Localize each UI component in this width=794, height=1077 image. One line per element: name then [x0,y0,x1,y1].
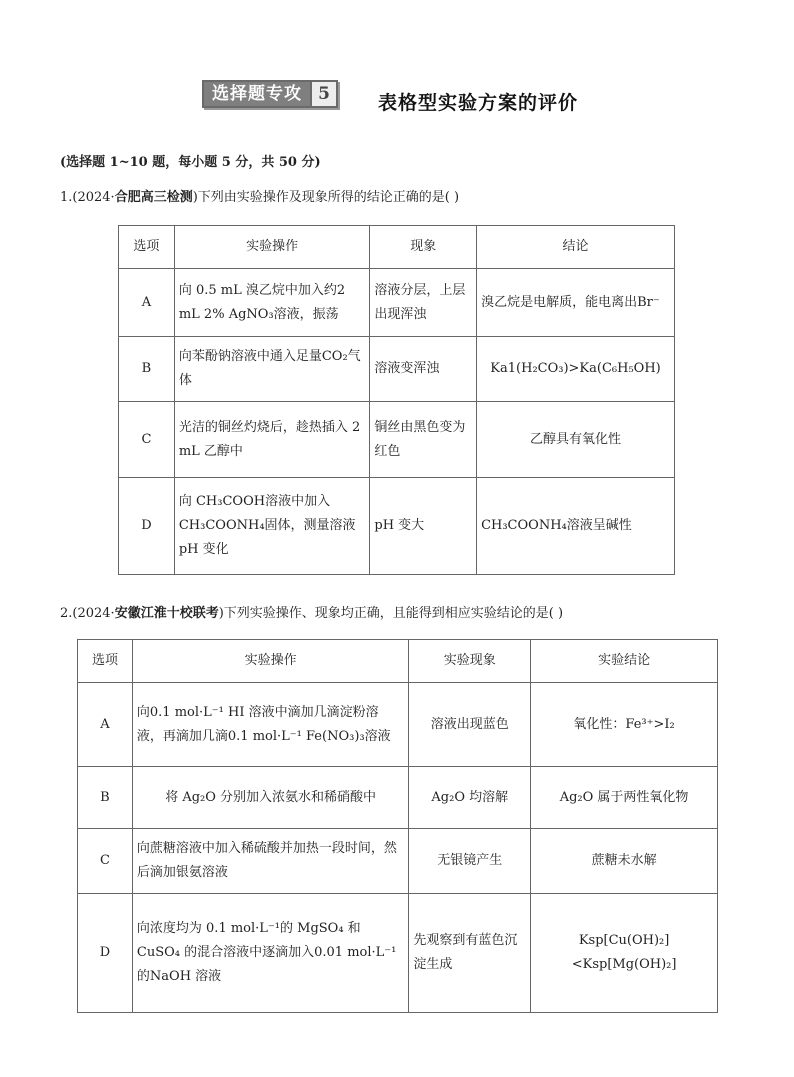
operation-cell: 将 Ag₂O 分别加入浓氨水和稀硝酸中 [132,767,408,829]
table-header: 现象 [370,226,477,269]
score-note: (选择题 1~10 题，每小题 5 分，共 50 分) [60,155,321,170]
option-label: B [119,337,175,402]
table-header: 结论 [477,226,675,269]
table-row [119,269,675,337]
section-badge [202,80,338,108]
question-1-source: 合肥高三检测 [114,190,193,205]
table-row [119,337,675,402]
operation-cell: 向蔗糖溶液中加入稀硫酸并加热一段时间，然后滴加银氨溶液 [132,829,408,894]
question-2-source: 安徽江淮十校联考 [114,606,219,621]
table-row [78,829,718,894]
table-row [119,402,675,478]
table-header: 实验操作 [132,640,408,683]
option-label: A [78,683,133,767]
question-2-stem: 2.(2024·安徽江淮十校联考)下列实验操作、现象均正确，且能得到相应实验结论的是( ) [60,606,564,621]
phenomenon-cell: 无银镜产生 [409,829,531,894]
phenomenon-cell: Ag₂O 均溶解 [409,767,531,829]
table-header: 选项 [78,640,133,683]
phenomenon-cell: 溶液出现蓝色 [409,683,531,767]
conclusion-cell: 氧化性：Fe³⁺>I₂ [531,683,718,767]
question-2-table [77,639,718,1013]
conclusion-cell: Ka1(H₂CO₃)>Ka(C₆H₅OH) [477,337,675,402]
conclusion-cell: 溴乙烷是电解质，能电离出Br⁻ [477,269,675,337]
table-header: 选项 [119,226,175,269]
question-1-table [118,225,675,575]
option-label: B [78,767,133,829]
phenomenon-cell: 溶液分层，上层出现浑浊 [370,269,477,337]
table-header: 实验结论 [531,640,718,683]
operation-cell: 向 CH₃COOH溶液中加入CH₃COONH₄固体，测量溶液pH 变化 [174,478,370,575]
operation-cell: 向浓度均为 0.1 mol·L⁻¹的 MgSO₄ 和 CuSO₄ 的混合溶液中逐滴加入0.01 mol·L⁻¹的NaOH 溶液 [132,894,408,1013]
conclusion-cell: 蔗糖未水解 [531,829,718,894]
operation-cell: 向 0.5 mL 溴乙烷中加入约2 mL 2% AgNO₃溶液，振荡 [174,269,370,337]
phenomenon-cell: pH 变大 [370,478,477,575]
operation-cell: 光洁的铜丝灼烧后，趁热插入 2 mL 乙醇中 [174,402,370,478]
phenomenon-cell: 溶液变浑浊 [370,337,477,402]
table-header: 实验现象 [409,640,531,683]
table-row [78,683,718,767]
operation-cell: 向苯酚钠溶液中通入足量CO₂气体 [174,337,370,402]
conclusion-cell: Ag₂O 属于两性氧化物 [531,767,718,829]
conclusion-cell: Ksp[Cu(OH)₂]<Ksp[Mg(OH)₂] [531,894,718,1013]
phenomenon-cell: 先观察到有蓝色沉淀生成 [409,894,531,1013]
option-label: D [78,894,133,1013]
table-row [119,478,675,575]
conclusion-cell: 乙醇具有氧化性 [477,402,675,478]
option-label: C [78,829,133,894]
operation-cell: 向0.1 mol·L⁻¹ HI 溶液中滴加几滴淀粉溶液，再滴加几滴0.1 mol·L⁻¹ Fe(NO₃)₃溶液 [132,683,408,767]
phenomenon-cell: 铜丝由黑色变为红色 [370,402,477,478]
option-label: A [119,269,175,337]
table-row [78,894,718,1013]
table-row [78,767,718,829]
conclusion-cell: CH₃COONH₄溶液呈碱性 [477,478,675,575]
option-label: D [119,478,175,575]
table-header: 实验操作 [174,226,370,269]
badge-number: 5 [310,82,336,106]
section-header [0,78,794,114]
page-title: 表格型实验方案的评价 [378,92,579,114]
question-1-stem: 1.(2024·合肥高三检测)下列由实验操作及现象所得的结论正确的是( ) [60,190,460,205]
badge-label: 选择题专攻 [204,82,310,106]
option-label: C [119,402,175,478]
